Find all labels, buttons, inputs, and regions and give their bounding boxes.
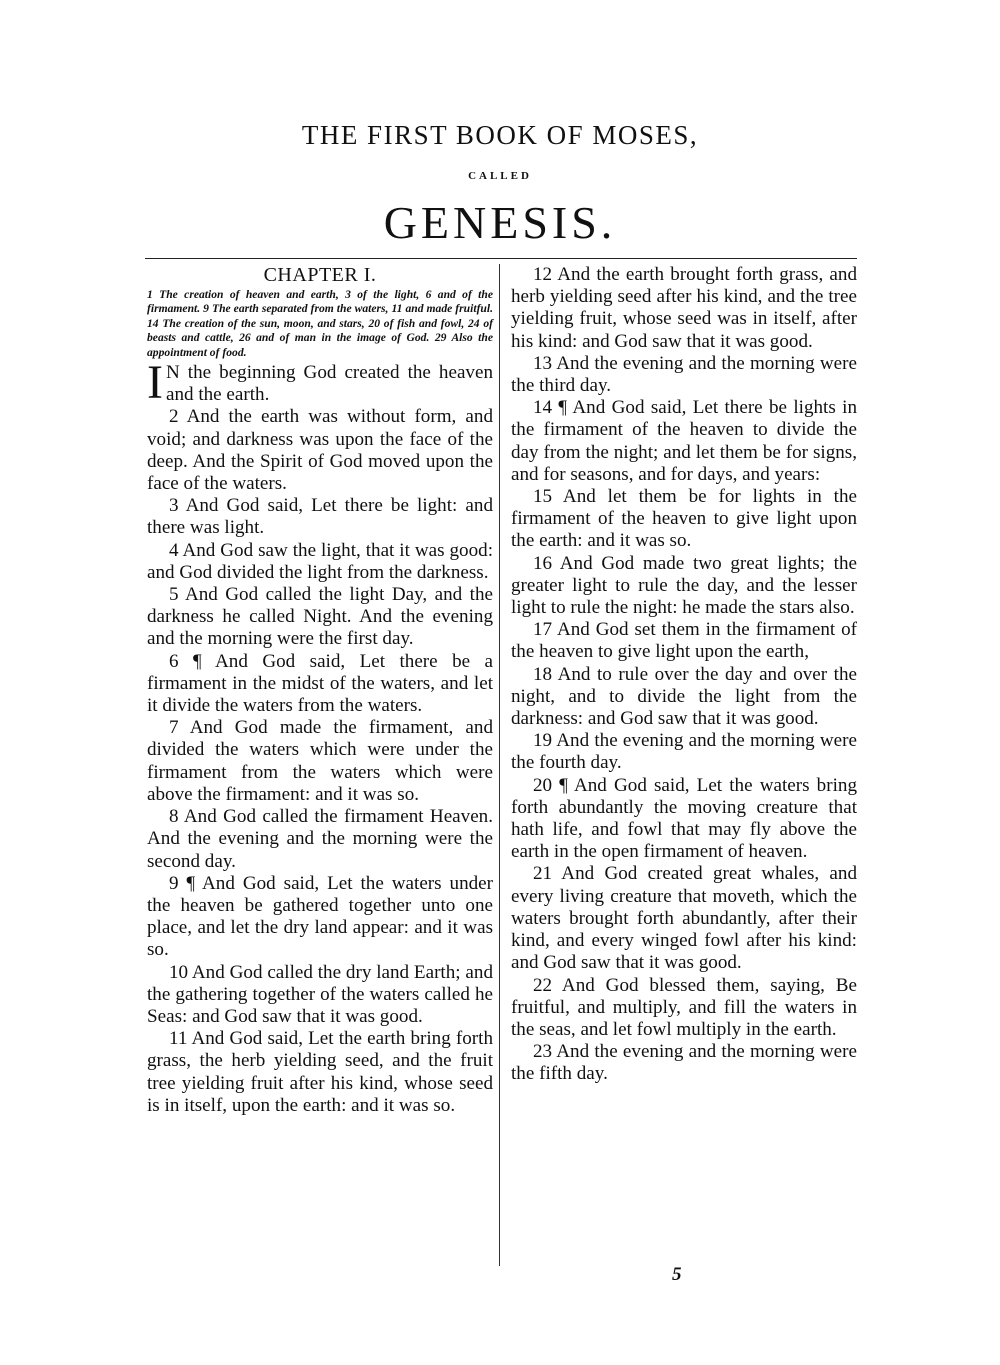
column-divider [499, 264, 500, 1266]
verse: 14 ¶ And God said, Let there be lights in the firmament of the heaven to divide the day from the night; and let them be for signs, and for seasons, and for days, and years: [511, 397, 857, 485]
verse: 8 And God called the firmament Heaven. And the evening and the morning were the second day. [147, 806, 493, 872]
verse-1 [147, 356, 493, 410]
page-number: 5 [672, 1264, 682, 1285]
verse: 11 And God said, Let the earth bring forth grass, the herb yielding seed, and the fruit tree yielding fruit after his kind, whose seed is in itself, upon the earth: and it was so. [147, 1028, 493, 1116]
verse: 13 And the evening and the morning were the third day. [511, 352, 857, 397]
verse: 18 And to rule over the day and over the night, and to divide the light from the darkness: and God saw that it was good. [511, 663, 857, 730]
verse-1-text: N the beginning God created the heaven and the earth. [165, 362, 493, 406]
header-rule [145, 258, 857, 259]
chapter-summary: 1 The creation of heaven and earth, 3 of the light, 6 and of the firmament. 9 The earth separated from the waters, 11 and made fruitful. 14 The creation of the sun, moon, and stars, 20 of fish and fowl, 24 of beasts and cattle, 26 and of man in the image of God. 29 Also the appointment of food. [147, 288, 493, 359]
book-title: THE FIRST BOOK OF MOSES, [301, 120, 699, 150]
verse: 23 And the evening and the morning were the fifth day. [511, 1041, 857, 1085]
verse: 6 ¶ And God said, Let there be a firmament in the midst of the waters, and let it divide the waters from the waters. [147, 650, 493, 717]
verse: 4 And God saw the light, that it was good: and God divided the light from the darkness. [147, 539, 493, 583]
verse: 7 And God made the firmament, and divided the waters which were under the firmament from the waters which were above the firmament: and it was so. [147, 717, 493, 805]
verse: 2 And the earth was without form, and void; and darkness was upon the face of the deep. And the Spirit of God moved upon the face of the waters. [147, 406, 493, 495]
verse: 5 And God called the light Day, and the darkness he called Night. And the evening and the morning were the first day. [147, 584, 493, 650]
verse: 12 And the earth brought forth grass, and herb yielding seed after his kind, and the tree yielding fruit, whose seed was in itself, after his kind: and God saw that it was good. [511, 264, 857, 352]
verse: 19 And the evening and the morning were the fourth day. [511, 730, 857, 774]
verse: 3 And God said, Let there be light: and there was light. [147, 495, 493, 539]
verse: 9 ¶ And God said, Let the waters under the heaven be gathered together unto one place, and let the dry land appear: and it was so. [147, 872, 493, 961]
chapter-heading: CHAPTER I. [263, 264, 377, 286]
book-called: CALLED [468, 170, 532, 182]
verse: 16 And God made two great lights; the greater light to rule the day, and the lesser light to rule the night: he made the stars also. [511, 552, 857, 619]
verse: 17 And God set them in the firmament of the heaven to give light upon the earth, [511, 619, 857, 663]
book-name: GENESIS. [383, 197, 617, 248]
verse: 22 And God blessed them, saying, Be fruitful, and multiply, and fill the waters in the seas, and let fowl multiply in the earth. [511, 974, 857, 1040]
left-column [147, 264, 493, 1117]
verse: 10 And God called the dry land Earth; and the gathering together of the waters called he Seas: and God saw that it was good. [147, 961, 493, 1027]
right-column [511, 264, 857, 1086]
drop-cap: I [147, 356, 163, 410]
verse: 20 ¶ And God said, Let the waters bring forth abundantly the moving creature that hath life, and fowl that may fly above the earth in the open firmament of heaven. [511, 774, 857, 863]
verse: 21 And God created great whales, and every living creature that moveth, which the waters brought forth abundantly, after their kind, and every winged fowl after his kind: and God saw that it was good. [511, 863, 857, 974]
verse: 15 And let them be for lights in the firmament of the heaven to give light upon the earth: and it was so. [511, 486, 857, 552]
